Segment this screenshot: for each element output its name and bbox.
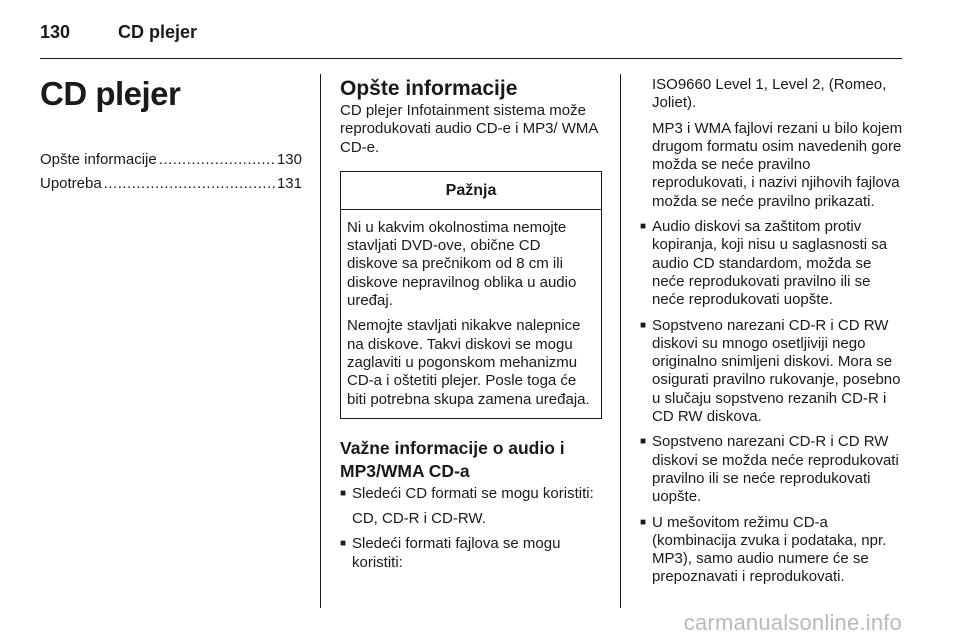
bullet-icon: ■ — [340, 487, 347, 499]
chapter-title: CD plejer — [40, 75, 181, 112]
notice-paragraph-1: Ni u kakvim okolnostima nemojte stavljati DVD-ove, obične CD diskove sa prečnikom od 8 cm ili diskove nepravilnog oblika u audio uređaj. — [347, 218, 577, 310]
header-rule — [40, 58, 902, 59]
toc-page: 130 — [276, 151, 302, 168]
toc-label: Upotreba — [40, 175, 102, 192]
toc-page: 131 — [276, 175, 302, 192]
disc-notes-list — [640, 218, 904, 587]
column-general-info — [340, 76, 602, 572]
intro-paragraph: CD plejer Infotainment sistema može reprodukovati audio CD-e i MP3/ WMA CD-e. — [340, 102, 598, 156]
list-item-text: Sledeći formati fajlova se mogu koristiti: — [352, 535, 561, 571]
bullet-icon: ■ — [640, 221, 647, 233]
list-item — [340, 535, 602, 572]
cd-formats-detail: CD, CD-R i CD-RW. — [352, 510, 486, 528]
list-item — [640, 317, 904, 427]
table-of-contents — [40, 148, 302, 196]
toc-leader-dots — [159, 148, 275, 172]
running-title: CD plejer — [118, 22, 198, 42]
list-item — [640, 514, 904, 587]
bullet-icon: ■ — [640, 319, 647, 331]
toc-entry-opste-informacije[interactable] — [40, 148, 302, 172]
watermark: carmanualsonline.info — [683, 610, 902, 635]
section-title: Opšte informacije — [340, 77, 518, 100]
column-divider-right — [620, 74, 621, 608]
column-toc — [40, 74, 302, 196]
toc-entry-upotreba[interactable] — [40, 172, 302, 196]
page-number: 130 — [40, 22, 71, 42]
list-item-text: Audio diskovi sa zaštitom protiv kopiranja, koji nisu u saglasnosti sa audio CD standardom, možda se neće reprodukovati pravilno ili se neće reprodukovati uopšte. — [652, 218, 888, 309]
bullet-icon: ■ — [640, 516, 647, 528]
column-divider-left — [320, 74, 321, 608]
list-item — [640, 433, 904, 506]
list-item-text: U mešovitom režimu CD-a (kombinacija zvuka i podataka, npr. MP3), samo audio numere će se prepoznavati i reprodukovati. — [652, 513, 887, 586]
list-item — [340, 485, 602, 503]
list-item — [640, 218, 904, 309]
page-header — [0, 0, 960, 58]
column-details — [640, 76, 904, 587]
list-item-text: Sopstveno narezani CD-R i CD RW diskovi se možda neće reprodukovati pravilno ili se neće reprodukovati uopšte. — [652, 433, 899, 506]
subsection-title: Važne informacije o audio i MP3/WMA CD-a — [340, 437, 565, 481]
notice-paragraph-2: Nemojte stavljati nikakve nalepnice na diskove. Takvi diskovi se mogu zaglaviti u pogonskom mehanizmu CD-a i oštetiti plejer. Posle toga će biti potrebna skupa zamena uređaja. — [347, 317, 590, 408]
list-item-text: Sledeći CD formati se mogu koristiti: — [352, 484, 594, 502]
bullet-icon: ■ — [340, 538, 347, 550]
list-item-text: Sopstveno narezani CD-R i CD RW diskovi su mnogo osetljiviji nego originalno snimljeni diskovi. Mora se osigurati pravilno rukovanje, posebno u slučaju sopstveno rezanih CD-R i CD RW diskova. — [652, 316, 901, 426]
bullet-icon: ■ — [640, 436, 647, 448]
file-format-list — [340, 535, 602, 572]
iso-formats: ISO9660 Level 1, Level 2, (Romeo, Joliet). — [652, 76, 887, 112]
notice-heading: Pažnja — [341, 172, 601, 210]
caution-notice — [340, 171, 602, 419]
format-list — [340, 485, 602, 503]
toc-leader-dots — [104, 172, 275, 196]
mp3-wma-paragraph: MP3 i WMA fajlovi rezani u bilo kojem drugom formatu osim navedenih gore možda se neće pravilno reprodukovati, i nazivi njihovih fajlova možda se neće pravilno prikazati. — [652, 119, 903, 210]
toc-label: Opšte informacije — [40, 151, 157, 168]
notice-body — [341, 210, 601, 418]
